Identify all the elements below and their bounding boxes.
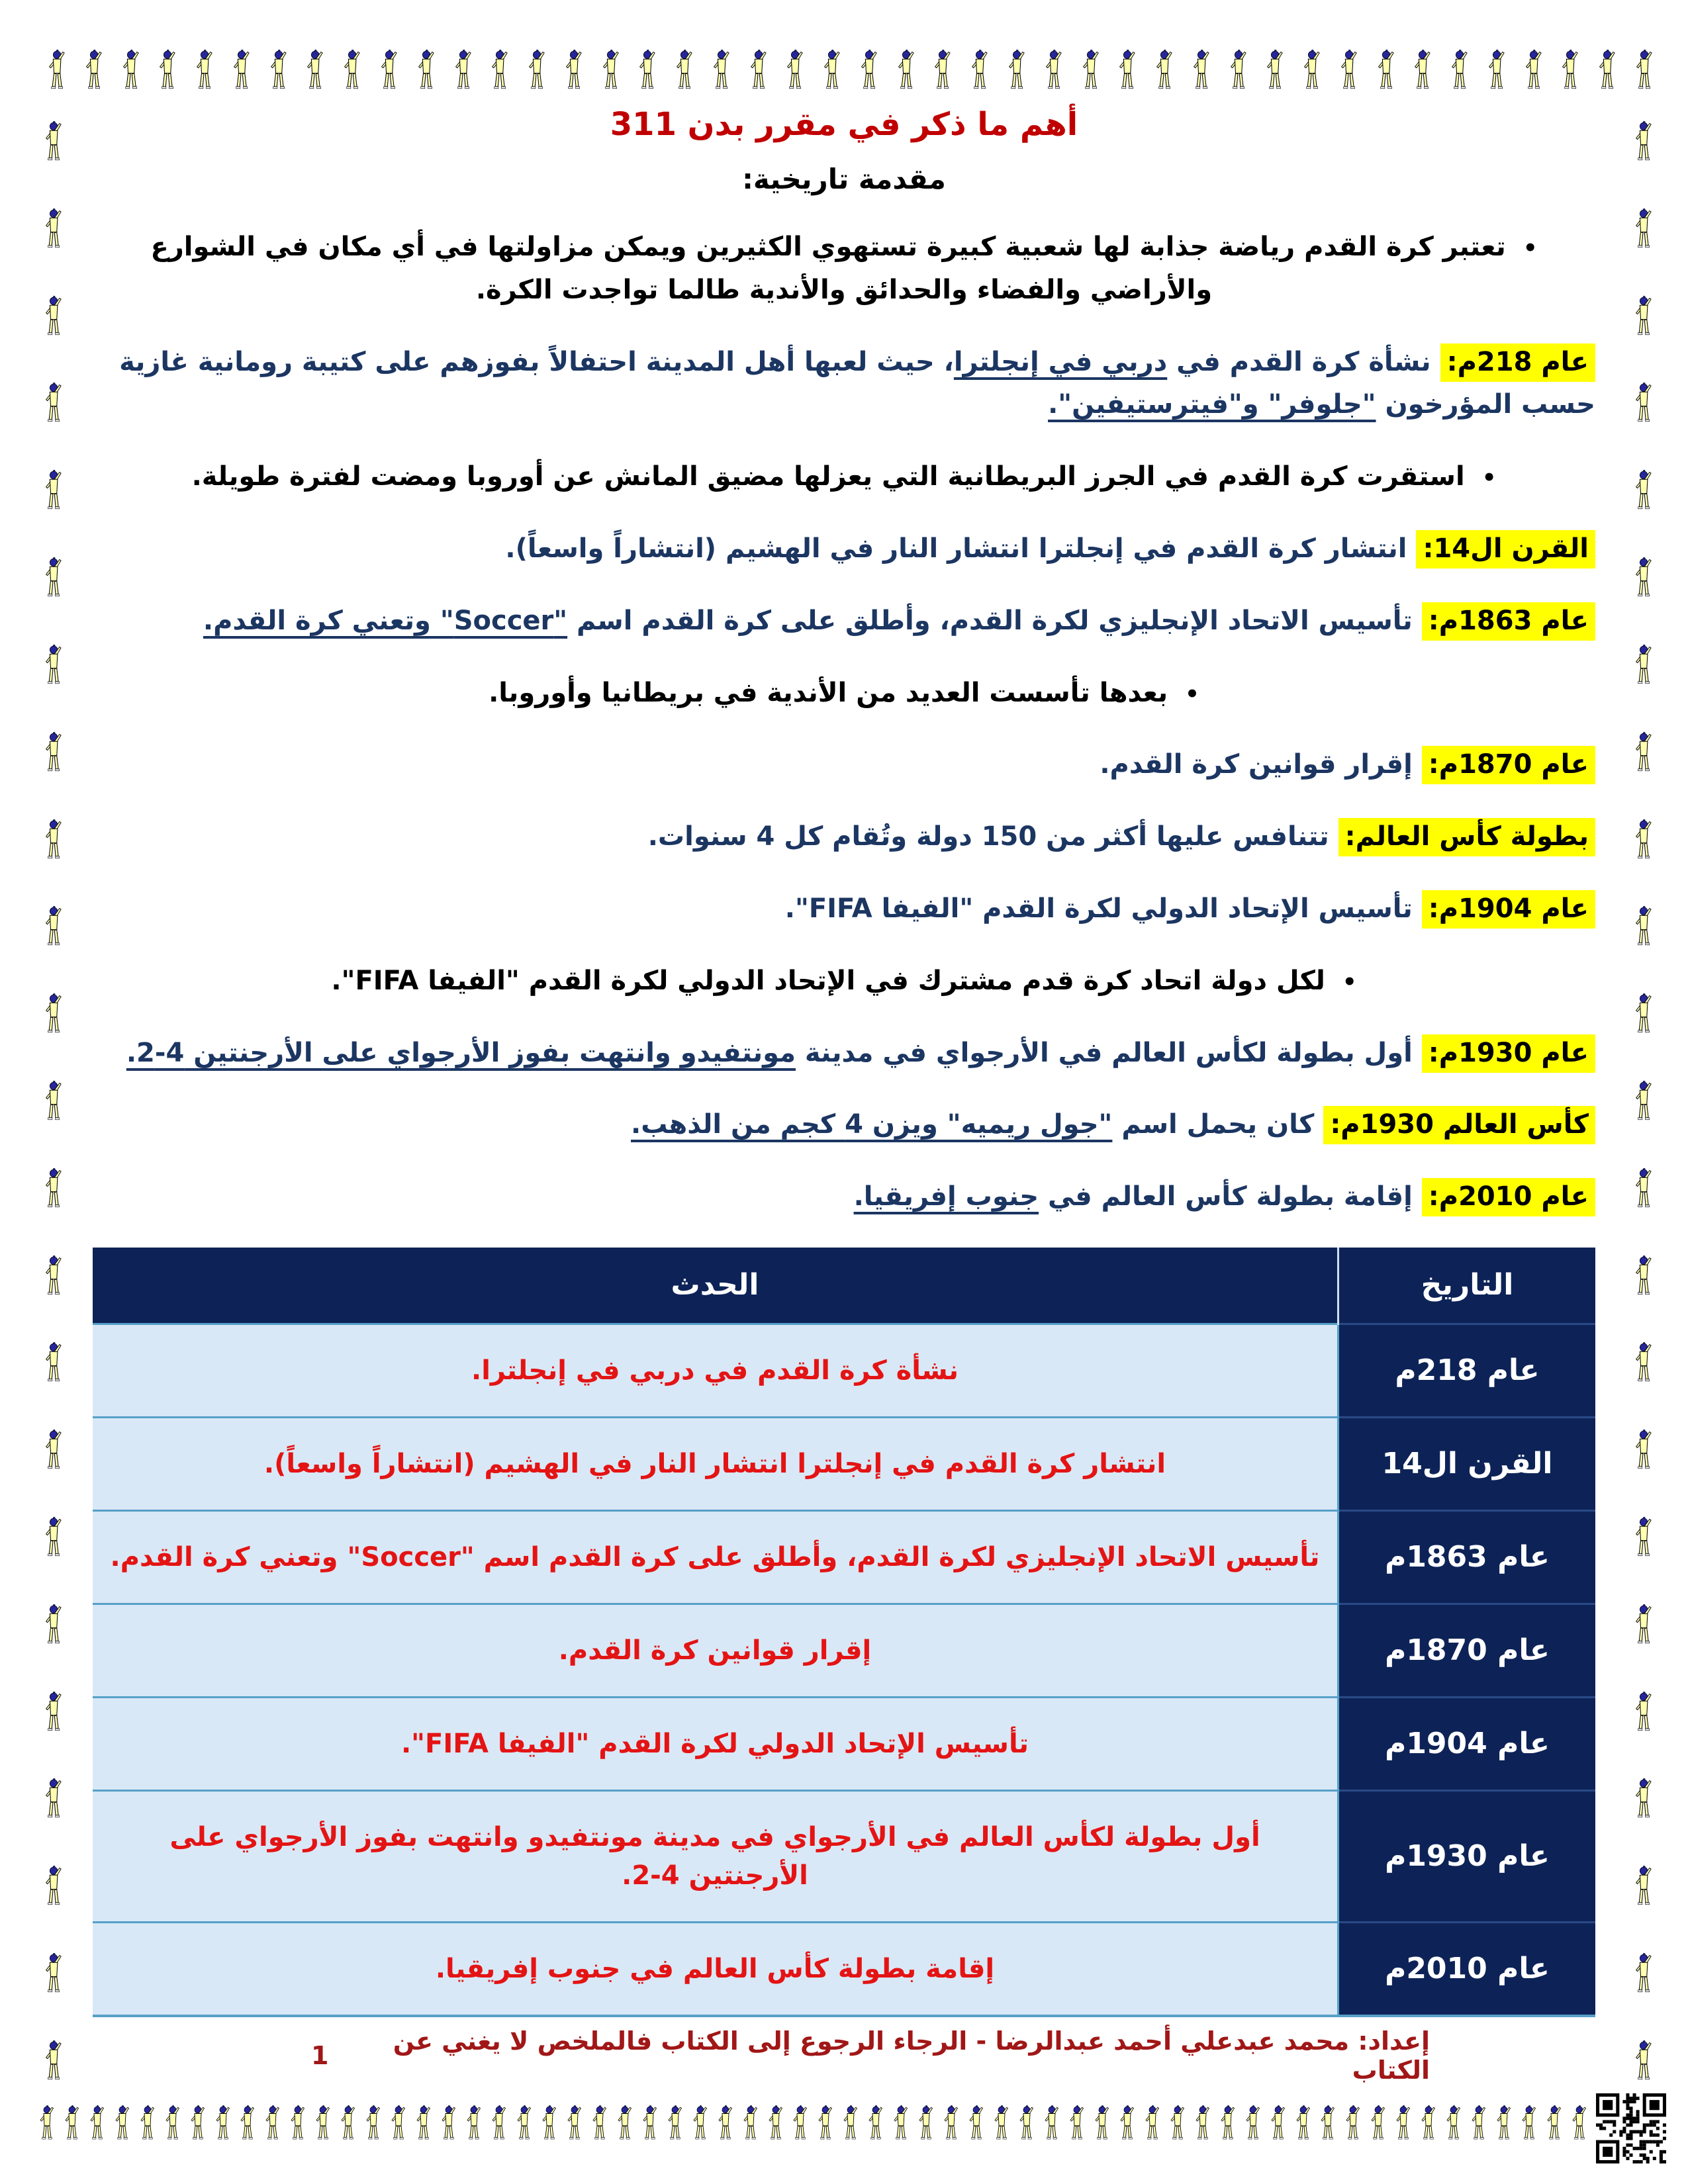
dancing-figure-icon bbox=[540, 2102, 557, 2144]
table-cell-date: عام 1870م bbox=[1338, 1604, 1596, 1697]
bullet-icon: • bbox=[1342, 968, 1357, 995]
underlined-text: دربي في إنجلترا bbox=[953, 346, 1168, 377]
underlined-text: "Soccer" وتعني كرة القدم. bbox=[203, 605, 568, 636]
dancing-figure-icon bbox=[414, 2102, 432, 2144]
dancing-figure-icon bbox=[1093, 2102, 1110, 2144]
highlight-label: عام 1904م: bbox=[1422, 890, 1595, 929]
dancing-figure-icon bbox=[88, 2102, 105, 2144]
dancing-figure-icon bbox=[43, 1426, 63, 1474]
dancing-figure-icon bbox=[565, 2102, 583, 2144]
dancing-figure-icon bbox=[489, 46, 509, 94]
dancing-figure-icon bbox=[1633, 903, 1653, 950]
dancing-figure-icon bbox=[1444, 2102, 1462, 2144]
dancing-figure-icon bbox=[164, 2102, 181, 2144]
table-cell-date: عام 2010م bbox=[1338, 1922, 1596, 2016]
table-cell-event: نشأة كرة القدم في دربي في إنجلترا. bbox=[93, 1324, 1338, 1417]
dancing-figure-icon bbox=[526, 46, 546, 94]
dancing-figure-icon bbox=[38, 2102, 55, 2144]
dancing-figure-icon bbox=[379, 46, 399, 94]
highlighted-paragraph bbox=[93, 815, 1595, 858]
dancing-figure-icon bbox=[1006, 46, 1026, 94]
dancing-figure-icon bbox=[1080, 46, 1100, 94]
dancing-figure-icon bbox=[1269, 2102, 1286, 2144]
dancing-figure-icon bbox=[1545, 2102, 1562, 2144]
page-title: أهم ما ذكر في مقرر بدن 311 bbox=[610, 106, 1078, 143]
footer-note: إعداد: محمد عبدعلي أحمد عبدالرضا - الرجاء الرجوع إلى الكتاب فالملخص لا يغني عن الكتاب bbox=[393, 2026, 1430, 2085]
dancing-figure-icon bbox=[453, 46, 473, 94]
bullet-icon: • bbox=[1481, 465, 1497, 492]
dancing-figure-icon bbox=[440, 2102, 457, 2144]
qr-code bbox=[1594, 2091, 1668, 2165]
dancing-figure-icon bbox=[43, 641, 63, 689]
dancing-figure-icon bbox=[1633, 1252, 1653, 1300]
dancing-figure-icon bbox=[1301, 46, 1321, 94]
dancing-figure-icon bbox=[1219, 2102, 1236, 2144]
dancing-figure-icon bbox=[238, 2102, 256, 2144]
dancing-figure-icon bbox=[637, 46, 657, 94]
dancing-figure-icon bbox=[43, 1950, 63, 1997]
underlined-text: "جول ريميه" ويزن 4 كجم من الذهب. bbox=[631, 1109, 1113, 1140]
dancing-figure-icon bbox=[1319, 2102, 1336, 2144]
decorative-border-right bbox=[1628, 118, 1658, 2085]
dancing-figure-icon bbox=[563, 46, 583, 94]
dancing-figure-icon bbox=[1570, 2102, 1587, 2144]
dancing-figure-icon bbox=[784, 46, 804, 94]
dancing-figure-icon bbox=[1449, 46, 1469, 94]
dancing-figure-icon bbox=[194, 46, 214, 94]
dancing-figure-icon bbox=[1143, 2102, 1160, 2144]
dancing-figure-icon bbox=[1369, 2102, 1386, 2144]
dancing-figure-icon bbox=[43, 816, 63, 864]
dancing-figure-icon bbox=[289, 2102, 306, 2144]
dancing-figure-icon bbox=[1017, 2102, 1035, 2144]
dancing-figure-icon bbox=[43, 729, 63, 776]
body-text: تأسيس الإتحاد الدولي لكرة القدم "الفيفا FIFA". bbox=[784, 893, 1422, 924]
dancing-figure-icon bbox=[43, 205, 63, 253]
dancing-figure-icon bbox=[1633, 554, 1653, 602]
dancing-figure-icon bbox=[1294, 2102, 1311, 2144]
dancing-figure-icon bbox=[1633, 379, 1653, 427]
dancing-figure-icon bbox=[816, 2102, 833, 2144]
dancing-figure-icon bbox=[1244, 2102, 1261, 2144]
table-cell-event: انتشار كرة القدم في إنجلترا انتشار النار في الهشيم (انتشاراً واسعاً). bbox=[93, 1417, 1338, 1510]
dancing-figure-icon bbox=[43, 1339, 63, 1387]
table-row bbox=[93, 1510, 1595, 1604]
dancing-figure-icon bbox=[942, 2102, 959, 2144]
bullet-paragraph bbox=[93, 672, 1595, 715]
highlight-label: عام 1863م: bbox=[1422, 602, 1595, 641]
dancing-figure-icon bbox=[616, 2102, 633, 2144]
dancing-figure-icon bbox=[691, 2102, 708, 2144]
dancing-figure-icon bbox=[416, 46, 436, 94]
dancing-figure-icon bbox=[600, 46, 620, 94]
dancing-figure-icon bbox=[969, 46, 989, 94]
bullet-paragraph bbox=[93, 226, 1595, 312]
paragraph-list bbox=[93, 226, 1595, 1218]
highlighted-paragraph bbox=[93, 527, 1595, 570]
dancing-figure-icon bbox=[1633, 1077, 1653, 1125]
dancing-figure-icon bbox=[263, 2102, 281, 2144]
dancing-figure-icon bbox=[1068, 2102, 1085, 2144]
highlighted-paragraph bbox=[93, 600, 1595, 643]
dancing-figure-icon bbox=[1633, 467, 1653, 514]
dancing-figure-icon bbox=[841, 2102, 859, 2144]
dancing-figure-icon bbox=[1633, 1339, 1653, 1387]
document-content bbox=[93, 106, 1595, 2085]
highlighted-paragraph bbox=[93, 743, 1595, 786]
table-row bbox=[93, 1922, 1595, 2016]
bullet-text: لكل دولة اتحاد كرة قدم مشترك في الإتحاد الدولي لكرة القدم "الفيفا FIFA". bbox=[331, 965, 1325, 996]
highlight-label: عام 1870م: bbox=[1422, 746, 1595, 784]
dancing-figure-icon bbox=[43, 1688, 63, 1736]
underlined-text: جنوب إفريقيا. bbox=[853, 1181, 1039, 1212]
table-cell-date: عام 1863م bbox=[1338, 1510, 1596, 1604]
highlighted-paragraph bbox=[93, 887, 1595, 931]
dancing-figure-icon bbox=[1117, 46, 1137, 94]
highlight-label: عام 218م: bbox=[1440, 343, 1595, 382]
table-cell-event: إقرار قوانين كرة القدم. bbox=[93, 1604, 1338, 1697]
dancing-figure-icon bbox=[43, 379, 63, 427]
table-cell-date: عام 218م bbox=[1338, 1324, 1596, 1417]
page-number: 1 bbox=[311, 2040, 329, 2070]
dancing-figure-icon bbox=[268, 46, 288, 94]
highlighted-paragraph bbox=[93, 1103, 1595, 1146]
dancing-figure-icon bbox=[967, 2102, 984, 2144]
dancing-figure-icon bbox=[590, 2102, 608, 2144]
dancing-figure-icon bbox=[767, 2102, 784, 2144]
dancing-figure-icon bbox=[1344, 2102, 1361, 2144]
history-table bbox=[93, 1248, 1595, 2017]
dancing-figure-icon bbox=[120, 46, 140, 94]
dancing-figure-icon bbox=[1394, 2102, 1411, 2144]
dancing-figure-icon bbox=[791, 2102, 808, 2144]
dancing-figure-icon bbox=[43, 1862, 63, 1910]
dancing-figure-icon bbox=[859, 46, 878, 94]
dancing-figure-icon bbox=[641, 2102, 658, 2144]
dancing-figure-icon bbox=[1412, 46, 1432, 94]
dancing-figure-icon bbox=[716, 2102, 733, 2144]
dancing-figure-icon bbox=[1523, 46, 1543, 94]
dancing-figure-icon bbox=[490, 2102, 507, 2144]
body-text: تأسيس الاتحاد الإنجليزي لكرة القدم، وأطلق على كرة القدم اسم bbox=[567, 605, 1422, 636]
dancing-figure-icon bbox=[1633, 118, 1653, 165]
underlined-text: مونتفيدو وانتهت بفوز الأرجواي على الأرجنتين 4-2. bbox=[126, 1037, 796, 1068]
table-header-date: التاريخ bbox=[1338, 1248, 1596, 1324]
body-text: تتنافس عليها أكثر من 150 دولة وتُقام كل 4 سنوات. bbox=[647, 821, 1338, 852]
dancing-figure-icon bbox=[867, 2102, 884, 2144]
table-row bbox=[93, 1324, 1595, 1417]
dancing-figure-icon bbox=[892, 2102, 909, 2144]
dancing-figure-icon bbox=[43, 1252, 63, 1300]
dancing-figure-icon bbox=[1633, 205, 1653, 253]
dancing-figure-icon bbox=[1633, 641, 1653, 689]
dancing-figure-icon bbox=[1633, 1426, 1653, 1474]
dancing-figure-icon bbox=[43, 293, 63, 340]
dancing-figure-icon bbox=[1470, 2102, 1487, 2144]
dancing-figure-icon bbox=[515, 2102, 532, 2144]
dancing-figure-icon bbox=[113, 2102, 130, 2144]
dancing-figure-icon bbox=[1376, 46, 1395, 94]
table-cell-event: تأسيس الاتحاد الإنجليزي لكرة القدم، وأطلق على كرة القدم اسم "Soccer" وتعني كرة القدم. bbox=[93, 1510, 1338, 1604]
dancing-figure-icon bbox=[1338, 46, 1358, 94]
dancing-figure-icon bbox=[43, 1165, 63, 1212]
page-footer bbox=[93, 2026, 1595, 2085]
highlight-label: بطولة كأس العالم: bbox=[1338, 818, 1595, 856]
dancing-figure-icon bbox=[1043, 2102, 1060, 2144]
body-text: إقرار قوانين كرة القدم. bbox=[1100, 749, 1422, 780]
bullet-text: بعدها تأسست العديد من الأندية في بريطانيا وأوروبا. bbox=[489, 677, 1168, 708]
dancing-figure-icon bbox=[465, 2102, 482, 2144]
underlined-text: "جلوفر" و"فيترستيفين". bbox=[1048, 389, 1376, 420]
dancing-figure-icon bbox=[1419, 2102, 1436, 2144]
highlight-label: عام 1930م: bbox=[1422, 1034, 1595, 1073]
dancing-figure-icon bbox=[1264, 46, 1284, 94]
dancing-figure-icon bbox=[1597, 46, 1617, 94]
dancing-figure-icon bbox=[1633, 729, 1653, 776]
dancing-figure-icon bbox=[43, 554, 63, 602]
highlighted-paragraph bbox=[93, 341, 1595, 427]
dancing-figure-icon bbox=[896, 46, 915, 94]
dancing-figure-icon bbox=[157, 46, 177, 94]
dancing-figure-icon bbox=[43, 1601, 63, 1649]
decorative-border-top bbox=[46, 46, 1654, 94]
dancing-figure-icon bbox=[1168, 2102, 1186, 2144]
dancing-figure-icon bbox=[1043, 46, 1063, 94]
dancing-figure-icon bbox=[214, 2102, 231, 2144]
highlight-label: القرن ال14: bbox=[1416, 530, 1595, 569]
dancing-figure-icon bbox=[1633, 1775, 1653, 1823]
body-text: انتشار كرة القدم في إنجلترا انتشار النار في الهشيم (انتشاراً واسعاً). bbox=[505, 533, 1417, 564]
dancing-figure-icon bbox=[1633, 2037, 1653, 2085]
dancing-figure-icon bbox=[43, 1775, 63, 1823]
dancing-figure-icon bbox=[1486, 46, 1506, 94]
dancing-figure-icon bbox=[43, 1077, 63, 1125]
dancing-figure-icon bbox=[1191, 46, 1211, 94]
dancing-figure-icon bbox=[1118, 2102, 1135, 2144]
dancing-figure-icon bbox=[1633, 1601, 1653, 1649]
table-cell-date: القرن ال14 bbox=[1338, 1417, 1596, 1510]
dancing-figure-icon bbox=[1633, 1688, 1653, 1736]
dancing-figure-icon bbox=[932, 46, 952, 94]
bullet-paragraph bbox=[93, 455, 1595, 498]
dancing-figure-icon bbox=[46, 46, 66, 94]
section-heading: مقدمة تاريخية: bbox=[742, 163, 946, 195]
body-text: نشأة كرة القدم في bbox=[1167, 346, 1440, 377]
table-row bbox=[93, 1604, 1595, 1697]
dancing-figure-icon bbox=[43, 467, 63, 514]
body-text: كان يحمل اسم bbox=[1112, 1109, 1324, 1140]
dancing-figure-icon bbox=[992, 2102, 1009, 2144]
dancing-figure-icon bbox=[43, 2037, 63, 2085]
bullet-paragraph bbox=[93, 960, 1595, 1003]
table-cell-event: تأسيس الإتحاد الدولي لكرة القدم "الفيفا FIFA". bbox=[93, 1697, 1338, 1790]
dancing-figure-icon bbox=[1633, 1514, 1653, 1561]
bullet-icon: • bbox=[1523, 235, 1538, 261]
decorative-border-left bbox=[38, 118, 68, 2085]
dancing-figure-icon bbox=[1194, 2102, 1211, 2144]
table-header-event: الحدث bbox=[93, 1248, 1338, 1324]
dancing-figure-icon bbox=[1633, 293, 1653, 340]
bullet-text: استقرت كرة القدم في الجرز البريطانية التي يعزلها مضيق المانش عن أوروبا ومضت لفترة طويلة. bbox=[191, 461, 1465, 492]
dancing-figure-icon bbox=[231, 46, 251, 94]
dancing-figure-icon bbox=[1228, 46, 1248, 94]
dancing-figure-icon bbox=[1495, 2102, 1512, 2144]
dancing-figure-icon bbox=[138, 2102, 156, 2144]
table-cell-date: عام 1904م bbox=[1338, 1697, 1596, 1790]
dancing-figure-icon bbox=[1634, 46, 1654, 94]
dancing-figure-icon bbox=[305, 46, 324, 94]
table-row bbox=[93, 1417, 1595, 1510]
dancing-figure-icon bbox=[1633, 816, 1653, 864]
dancing-figure-icon bbox=[389, 2102, 406, 2144]
table-cell-event: أول بطولة لكأس العالم في الأرجواي في مدينة مونتفيدو وانتهت بفوز الأرجواي على الأرجنتين 4-2. bbox=[93, 1790, 1338, 1922]
highlight-label: كأس العالم 1930م: bbox=[1323, 1106, 1595, 1144]
dancing-figure-icon bbox=[821, 46, 841, 94]
body-text: إقامة بطولة كأس العالم في bbox=[1039, 1181, 1422, 1212]
dancing-figure-icon bbox=[666, 2102, 683, 2144]
dancing-figure-icon bbox=[1560, 46, 1579, 94]
dancing-figure-icon bbox=[43, 118, 63, 165]
dancing-figure-icon bbox=[1633, 1950, 1653, 1997]
dancing-figure-icon bbox=[917, 2102, 934, 2144]
body-text: ، حيث لعبها أهل المدينة احتفالاً بفوزهم على كتيبة رومانية غازية حسب المؤرخون bbox=[119, 346, 1595, 420]
dancing-figure-icon bbox=[314, 2102, 331, 2144]
dancing-figure-icon bbox=[748, 46, 768, 94]
bullet-text: تعتبر كرة القدم رياضة جذابة لها شعبية كبيرة تستهوي الكثيرين ويمكن مزاولتها في أي مكان في الشوارع والأراضي والفضاء والحدائق والأندية طالما تواجدت الكرة. bbox=[150, 232, 1506, 305]
highlighted-paragraph bbox=[93, 1032, 1595, 1075]
table-row bbox=[93, 1697, 1595, 1790]
dancing-figure-icon bbox=[339, 2102, 356, 2144]
highlight-label: عام 2010م: bbox=[1422, 1178, 1595, 1216]
table-cell-event: إقامة بطولة كأس العالم في جنوب إفريقيا. bbox=[93, 1922, 1338, 2016]
table-body bbox=[93, 1324, 1595, 2016]
dancing-figure-icon bbox=[1633, 1862, 1653, 1910]
dancing-figure-icon bbox=[342, 46, 361, 94]
table-row bbox=[93, 1790, 1595, 1922]
bullet-icon: • bbox=[1185, 680, 1199, 707]
dancing-figure-icon bbox=[674, 46, 694, 94]
dancing-figure-icon bbox=[364, 2102, 381, 2144]
dancing-figure-icon bbox=[43, 1514, 63, 1561]
body-text: أول بطولة لكأس العالم في الأرجواي في مدينة bbox=[796, 1037, 1422, 1068]
dancing-figure-icon bbox=[1633, 1165, 1653, 1212]
dancing-figure-icon bbox=[189, 2102, 206, 2144]
dancing-figure-icon bbox=[1154, 46, 1174, 94]
dancing-figure-icon bbox=[43, 903, 63, 950]
dancing-figure-icon bbox=[741, 2102, 759, 2144]
highlighted-paragraph bbox=[93, 1175, 1595, 1218]
decorative-border-bottom bbox=[37, 2102, 1587, 2144]
dancing-figure-icon bbox=[1633, 990, 1653, 1038]
dancing-figure-icon bbox=[43, 990, 63, 1038]
dancing-figure-icon bbox=[83, 46, 103, 94]
table-header-row bbox=[93, 1248, 1595, 1324]
dancing-figure-icon bbox=[711, 46, 731, 94]
table-cell-date: عام 1930م bbox=[1338, 1790, 1596, 1922]
dancing-figure-icon bbox=[1520, 2102, 1537, 2144]
dancing-figure-icon bbox=[63, 2102, 80, 2144]
